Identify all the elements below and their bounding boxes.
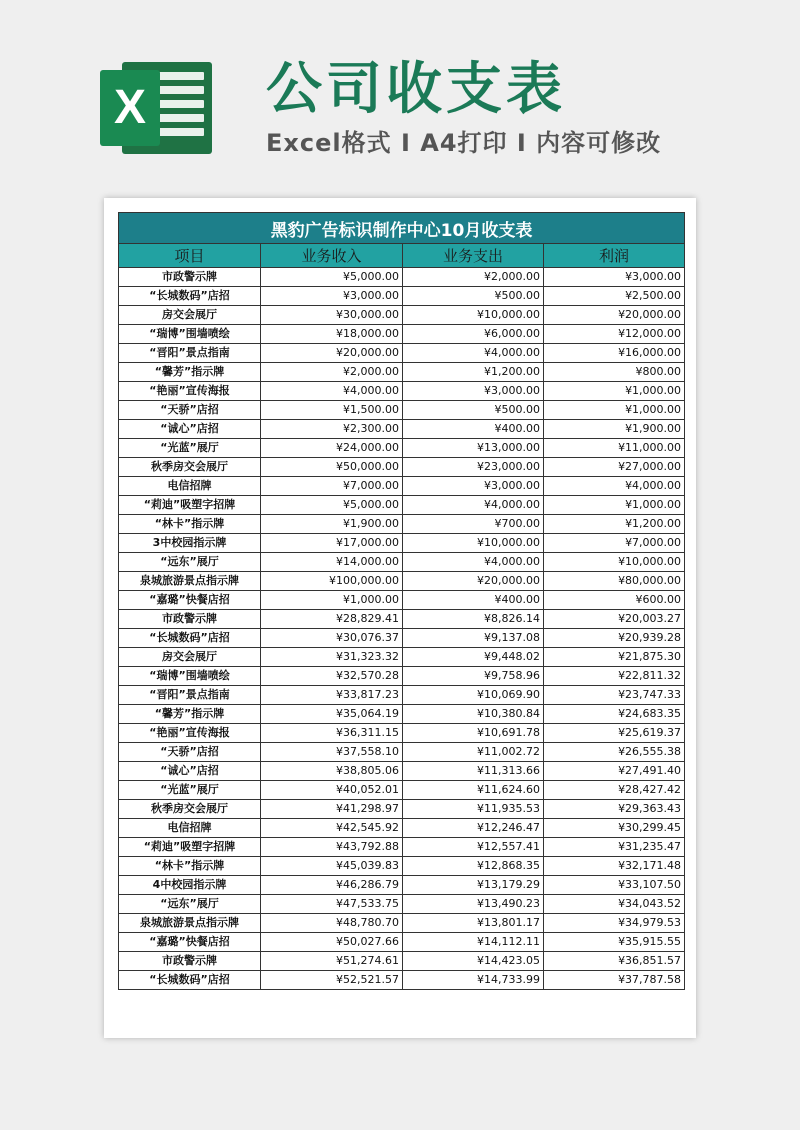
table-row bbox=[119, 648, 685, 667]
cell-expense: ¥10,380.84 bbox=[403, 705, 544, 724]
cell-profit: ¥26,555.38 bbox=[544, 743, 685, 762]
cell-profit: ¥31,235.47 bbox=[544, 838, 685, 857]
cell-income: ¥4,000.00 bbox=[261, 382, 403, 401]
cell-income: ¥30,076.37 bbox=[261, 629, 403, 648]
table-row bbox=[119, 591, 685, 610]
cell-profit: ¥23,747.33 bbox=[544, 686, 685, 705]
cell-expense: ¥11,002.72 bbox=[403, 743, 544, 762]
cell-income: ¥42,545.92 bbox=[261, 819, 403, 838]
cell-item: 泉城旅游景点指示牌 bbox=[119, 914, 261, 933]
cell-profit: ¥27,491.40 bbox=[544, 762, 685, 781]
cell-expense: ¥13,000.00 bbox=[403, 439, 544, 458]
cell-profit: ¥20,003.27 bbox=[544, 610, 685, 629]
cell-item: “林卡”指示牌 bbox=[119, 515, 261, 534]
cell-expense: ¥10,000.00 bbox=[403, 306, 544, 325]
cell-profit: ¥21,875.30 bbox=[544, 648, 685, 667]
cell-expense: ¥12,246.47 bbox=[403, 819, 544, 838]
table-row bbox=[119, 553, 685, 572]
page-title: 公司收支表 bbox=[266, 57, 566, 122]
table-row bbox=[119, 439, 685, 458]
cell-item: “长城数码”店招 bbox=[119, 287, 261, 306]
table-row bbox=[119, 515, 685, 534]
cell-item: 秋季房交会展厅 bbox=[119, 458, 261, 477]
cell-item: “天骄”店招 bbox=[119, 743, 261, 762]
cell-profit: ¥3,000.00 bbox=[544, 268, 685, 287]
cell-expense: ¥400.00 bbox=[403, 420, 544, 439]
cell-income: ¥50,027.66 bbox=[261, 933, 403, 952]
cell-income: ¥33,817.23 bbox=[261, 686, 403, 705]
table-row bbox=[119, 933, 685, 952]
cell-income: ¥24,000.00 bbox=[261, 439, 403, 458]
column-header-income: 业务收入 bbox=[261, 244, 403, 268]
cell-item: “晋阳”景点指南 bbox=[119, 344, 261, 363]
cell-item: “莉迪”吸塑字招牌 bbox=[119, 838, 261, 857]
cell-item: 市政警示牌 bbox=[119, 268, 261, 287]
cell-income: ¥32,570.28 bbox=[261, 667, 403, 686]
cell-profit: ¥600.00 bbox=[544, 591, 685, 610]
cell-profit: ¥1,000.00 bbox=[544, 401, 685, 420]
table-row bbox=[119, 724, 685, 743]
cell-profit: ¥20,939.28 bbox=[544, 629, 685, 648]
cell-profit: ¥30,299.45 bbox=[544, 819, 685, 838]
table-row bbox=[119, 686, 685, 705]
cell-expense: ¥9,137.08 bbox=[403, 629, 544, 648]
cell-expense: ¥400.00 bbox=[403, 591, 544, 610]
cell-expense: ¥9,758.96 bbox=[403, 667, 544, 686]
excel-logo-letter: X bbox=[100, 70, 160, 146]
cell-item: 泉城旅游景点指示牌 bbox=[119, 572, 261, 591]
column-header-expense: 业务支出 bbox=[403, 244, 544, 268]
cell-expense: ¥10,000.00 bbox=[403, 534, 544, 553]
cell-income: ¥40,052.01 bbox=[261, 781, 403, 800]
cell-expense: ¥1,200.00 bbox=[403, 363, 544, 382]
table-row bbox=[119, 781, 685, 800]
cell-expense: ¥12,868.35 bbox=[403, 857, 544, 876]
cell-income: ¥48,780.70 bbox=[261, 914, 403, 933]
table-row bbox=[119, 952, 685, 971]
page-header bbox=[0, 0, 800, 200]
cell-item: “瑞博”围墙喷绘 bbox=[119, 325, 261, 344]
table-row bbox=[119, 762, 685, 781]
cell-income: ¥30,000.00 bbox=[261, 306, 403, 325]
cell-item: “远东”展厅 bbox=[119, 895, 261, 914]
cell-profit: ¥37,787.58 bbox=[544, 971, 685, 990]
cell-income: ¥28,829.41 bbox=[261, 610, 403, 629]
cell-expense: ¥14,423.05 bbox=[403, 952, 544, 971]
cell-income: ¥1,500.00 bbox=[261, 401, 403, 420]
cell-income: ¥47,533.75 bbox=[261, 895, 403, 914]
cell-item: “馨芳”指示牌 bbox=[119, 705, 261, 724]
cell-expense: ¥10,691.78 bbox=[403, 724, 544, 743]
cell-income: ¥31,323.32 bbox=[261, 648, 403, 667]
table-row bbox=[119, 363, 685, 382]
cell-income: ¥36,311.15 bbox=[261, 724, 403, 743]
cell-item: “光蓝”展厅 bbox=[119, 439, 261, 458]
table-row bbox=[119, 382, 685, 401]
cell-income: ¥43,792.88 bbox=[261, 838, 403, 857]
column-header-profit: 利润 bbox=[544, 244, 685, 268]
table-row bbox=[119, 876, 685, 895]
table-row bbox=[119, 401, 685, 420]
cell-profit: ¥28,427.42 bbox=[544, 781, 685, 800]
cell-expense: ¥13,179.29 bbox=[403, 876, 544, 895]
cell-profit: ¥4,000.00 bbox=[544, 477, 685, 496]
cell-profit: ¥33,107.50 bbox=[544, 876, 685, 895]
cell-profit: ¥22,811.32 bbox=[544, 667, 685, 686]
cell-item: “长城数码”店招 bbox=[119, 629, 261, 648]
table-row bbox=[119, 572, 685, 591]
cell-profit: ¥27,000.00 bbox=[544, 458, 685, 477]
cell-item: 市政警示牌 bbox=[119, 952, 261, 971]
cell-expense: ¥6,000.00 bbox=[403, 325, 544, 344]
cell-item: “诚心”店招 bbox=[119, 762, 261, 781]
cell-profit: ¥1,000.00 bbox=[544, 496, 685, 515]
cell-item: “天骄”店招 bbox=[119, 401, 261, 420]
cell-expense: ¥3,000.00 bbox=[403, 382, 544, 401]
cell-income: ¥50,000.00 bbox=[261, 458, 403, 477]
cell-item: “诚心”店招 bbox=[119, 420, 261, 439]
cell-item: 3中校园指示牌 bbox=[119, 534, 261, 553]
cell-expense: ¥14,112.11 bbox=[403, 933, 544, 952]
cell-item: 房交会展厅 bbox=[119, 648, 261, 667]
cell-income: ¥2,300.00 bbox=[261, 420, 403, 439]
cell-item: “远东”展厅 bbox=[119, 553, 261, 572]
cell-item: “嘉璐”快餐店招 bbox=[119, 933, 261, 952]
cell-item: “嘉璐”快餐店招 bbox=[119, 591, 261, 610]
table-row bbox=[119, 610, 685, 629]
cell-expense: ¥700.00 bbox=[403, 515, 544, 534]
cell-profit: ¥36,851.57 bbox=[544, 952, 685, 971]
cell-income: ¥1,900.00 bbox=[261, 515, 403, 534]
cell-profit: ¥10,000.00 bbox=[544, 553, 685, 572]
cell-profit: ¥2,500.00 bbox=[544, 287, 685, 306]
cell-profit: ¥29,363.43 bbox=[544, 800, 685, 819]
page-subtitle: Excel格式 I A4打印 I 内容可修改 bbox=[266, 129, 662, 157]
cell-item: “晋阳”景点指南 bbox=[119, 686, 261, 705]
table-row bbox=[119, 306, 685, 325]
table-row bbox=[119, 838, 685, 857]
cell-expense: ¥13,801.17 bbox=[403, 914, 544, 933]
cell-item: 电信招牌 bbox=[119, 477, 261, 496]
cell-item: “光蓝”展厅 bbox=[119, 781, 261, 800]
cell-income: ¥14,000.00 bbox=[261, 553, 403, 572]
cell-income: ¥46,286.79 bbox=[261, 876, 403, 895]
cell-profit: ¥34,979.53 bbox=[544, 914, 685, 933]
cell-profit: ¥11,000.00 bbox=[544, 439, 685, 458]
table-row bbox=[119, 914, 685, 933]
cell-profit: ¥24,683.35 bbox=[544, 705, 685, 724]
table-row bbox=[119, 477, 685, 496]
cell-income: ¥18,000.00 bbox=[261, 325, 403, 344]
cell-expense: ¥4,000.00 bbox=[403, 496, 544, 515]
table-row bbox=[119, 534, 685, 553]
cell-expense: ¥2,000.00 bbox=[403, 268, 544, 287]
cell-expense: ¥8,826.14 bbox=[403, 610, 544, 629]
table-row bbox=[119, 458, 685, 477]
cell-expense: ¥23,000.00 bbox=[403, 458, 544, 477]
table-row bbox=[119, 743, 685, 762]
cell-item: “艳丽”宣传海报 bbox=[119, 724, 261, 743]
cell-income: ¥37,558.10 bbox=[261, 743, 403, 762]
table-row bbox=[119, 344, 685, 363]
table-header-row bbox=[119, 244, 685, 268]
cell-income: ¥5,000.00 bbox=[261, 496, 403, 515]
cell-profit: ¥80,000.00 bbox=[544, 572, 685, 591]
cell-expense: ¥500.00 bbox=[403, 287, 544, 306]
table-row bbox=[119, 268, 685, 287]
cell-profit: ¥800.00 bbox=[544, 363, 685, 382]
cell-profit: ¥34,043.52 bbox=[544, 895, 685, 914]
table-row bbox=[119, 800, 685, 819]
table-row bbox=[119, 629, 685, 648]
cell-income: ¥5,000.00 bbox=[261, 268, 403, 287]
cell-expense: ¥20,000.00 bbox=[403, 572, 544, 591]
excel-logo-icon bbox=[100, 62, 212, 154]
cell-item: “林卡”指示牌 bbox=[119, 857, 261, 876]
cell-profit: ¥1,900.00 bbox=[544, 420, 685, 439]
cell-income: ¥2,000.00 bbox=[261, 363, 403, 382]
cell-expense: ¥500.00 bbox=[403, 401, 544, 420]
cell-item: 市政警示牌 bbox=[119, 610, 261, 629]
cell-item: 电信招牌 bbox=[119, 819, 261, 838]
cell-profit: ¥20,000.00 bbox=[544, 306, 685, 325]
cell-expense: ¥4,000.00 bbox=[403, 553, 544, 572]
cell-profit: ¥25,619.37 bbox=[544, 724, 685, 743]
cell-item: “长城数码”店招 bbox=[119, 971, 261, 990]
cell-income: ¥3,000.00 bbox=[261, 287, 403, 306]
cell-income: ¥7,000.00 bbox=[261, 477, 403, 496]
cell-item: 房交会展厅 bbox=[119, 306, 261, 325]
table-row bbox=[119, 667, 685, 686]
cell-item: “瑞博”围墙喷绘 bbox=[119, 667, 261, 686]
cell-profit: ¥16,000.00 bbox=[544, 344, 685, 363]
cell-expense: ¥3,000.00 bbox=[403, 477, 544, 496]
cell-income: ¥52,521.57 bbox=[261, 971, 403, 990]
cell-income: ¥100,000.00 bbox=[261, 572, 403, 591]
cell-income: ¥41,298.97 bbox=[261, 800, 403, 819]
cell-item: “艳丽”宣传海报 bbox=[119, 382, 261, 401]
table-row bbox=[119, 325, 685, 344]
spreadsheet-paper bbox=[104, 198, 696, 1038]
table-row bbox=[119, 971, 685, 990]
cell-income: ¥35,064.19 bbox=[261, 705, 403, 724]
cell-expense: ¥14,733.99 bbox=[403, 971, 544, 990]
income-expense-table bbox=[118, 212, 685, 990]
table-body bbox=[119, 268, 685, 990]
cell-income: ¥45,039.83 bbox=[261, 857, 403, 876]
cell-item: 4中校园指示牌 bbox=[119, 876, 261, 895]
cell-item: “馨芳”指示牌 bbox=[119, 363, 261, 382]
cell-expense: ¥9,448.02 bbox=[403, 648, 544, 667]
cell-income: ¥1,000.00 bbox=[261, 591, 403, 610]
table-title: 黑豹广告标识制作中心10月收支表 bbox=[119, 213, 685, 244]
table-row bbox=[119, 496, 685, 515]
table-row bbox=[119, 857, 685, 876]
cell-expense: ¥11,313.66 bbox=[403, 762, 544, 781]
cell-expense: ¥10,069.90 bbox=[403, 686, 544, 705]
cell-expense: ¥4,000.00 bbox=[403, 344, 544, 363]
cell-income: ¥51,274.61 bbox=[261, 952, 403, 971]
table-row bbox=[119, 420, 685, 439]
cell-income: ¥17,000.00 bbox=[261, 534, 403, 553]
cell-profit: ¥35,915.55 bbox=[544, 933, 685, 952]
table-row bbox=[119, 287, 685, 306]
cell-expense: ¥11,624.60 bbox=[403, 781, 544, 800]
cell-profit: ¥1,200.00 bbox=[544, 515, 685, 534]
table-row bbox=[119, 895, 685, 914]
cell-item: “莉迪”吸塑字招牌 bbox=[119, 496, 261, 515]
table-row bbox=[119, 819, 685, 838]
cell-profit: ¥1,000.00 bbox=[544, 382, 685, 401]
cell-profit: ¥12,000.00 bbox=[544, 325, 685, 344]
cell-expense: ¥13,490.23 bbox=[403, 895, 544, 914]
cell-expense: ¥11,935.53 bbox=[403, 800, 544, 819]
cell-profit: ¥7,000.00 bbox=[544, 534, 685, 553]
cell-item: 秋季房交会展厅 bbox=[119, 800, 261, 819]
cell-profit: ¥32,171.48 bbox=[544, 857, 685, 876]
column-header-item: 项目 bbox=[119, 244, 261, 268]
cell-expense: ¥12,557.41 bbox=[403, 838, 544, 857]
cell-income: ¥38,805.06 bbox=[261, 762, 403, 781]
cell-income: ¥20,000.00 bbox=[261, 344, 403, 363]
table-row bbox=[119, 705, 685, 724]
